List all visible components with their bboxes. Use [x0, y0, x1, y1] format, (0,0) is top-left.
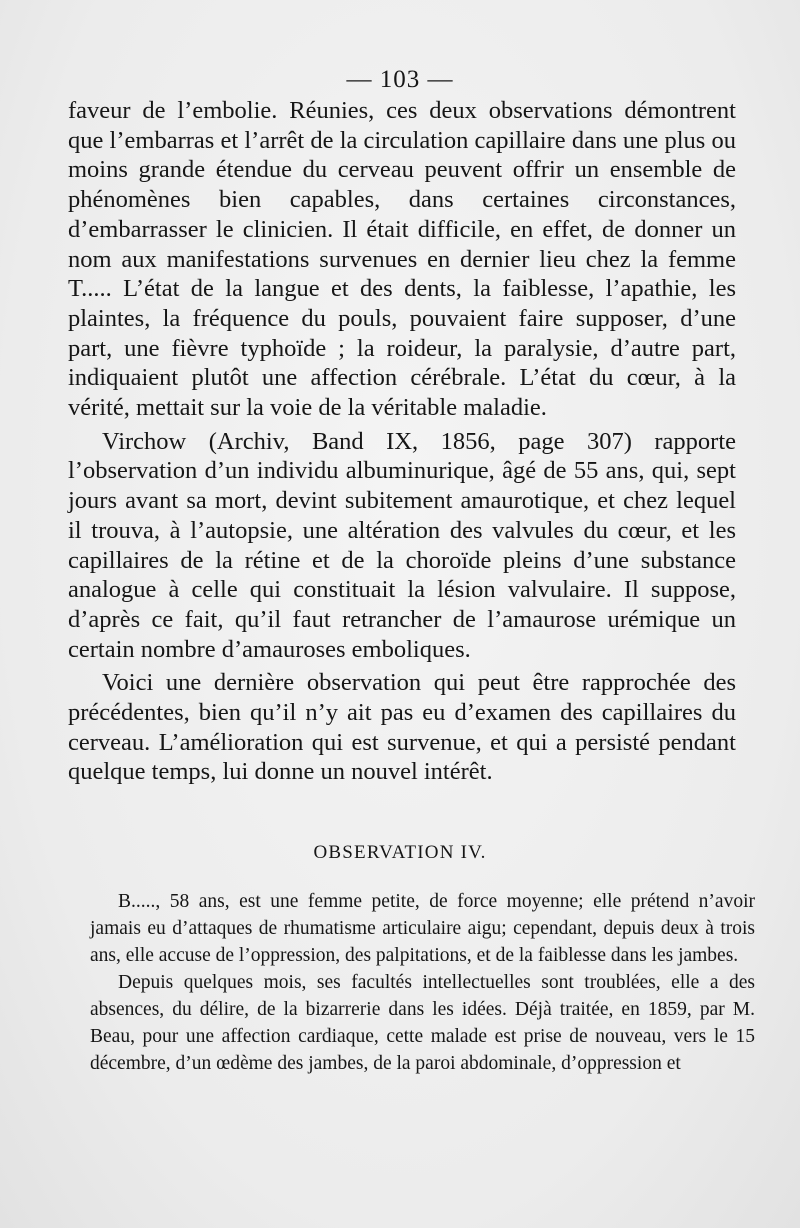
- main-text: [68, 96, 736, 787]
- page-number: — 103 —: [346, 66, 454, 93]
- observation-paragraph: Depuis quelques mois, ses facultés intellectuelles sont troublées, elle a des absences, du délire, de la bizarrerie dans les idées. Déjà traitée, en 1859, par M. Beau, pour une affection cardiaque, cette malade est prise de nouveau, vers le 15 décembre, d’un œdème des jambes, de la paroi abdominale, d’oppression et: [90, 972, 755, 1074]
- paragraph: faveur de l’embolie. Réunies, ces deux observations démontrent que l’embarras et l’arrêt de la circulation capillaire dans une plus ou moins grande étendue du cerveau peuvent offrir un ensemble de phénomènes bien capables, dans certaines circonstances, d’embarrasser le clinicien. Il était difficile, en effet, de donner un nom aux manifestations survenues en dernier lieu chez la femme T..... L’état de la langue et des dents, la faiblesse, l’apathie, les plaintes, la fréquence du pouls, pouvaient faire supposer, d’une part, une fièvre typhoïde ; la roideur, la paralysie, d’autre part, indiquaient plutôt une affection cérébrale. L’état du cœur, à la vérité, mettait sur la voie de la véritable maladie.: [68, 97, 736, 422]
- observation-text: [90, 888, 755, 1077]
- observation-paragraph: B....., 58 ans, est une femme petite, de force moyenne; elle prétend n’avoir jamais eu d’attaques de rhumatisme articulaire aigu; cependant, depuis deux à trois ans, elle accuse de l’oppression, des palpitations, et de la faiblesse dans les jambes.: [90, 891, 755, 966]
- paragraph: Virchow (Archiv, Band IX, 1856, page 307) rapporte l’observation d’un individu albuminurique, âgé de 55 ans, qui, sept jours avant sa mort, devint subitement amaurotique, et chez lequel il trouva, à l’autopsie, une altération des valvules du cœur, et les capillaires de la rétine et de la choroïde pleins d’une substance analogue à celle qui constituait la lésion valvulaire. Il suppose, d’après ce fait, qu’il faut retrancher de l’amaurose urémique un certain nombre d’amauroses emboliques.: [68, 427, 736, 663]
- paragraph: Voici une dernière observation qui peut être rapprochée des précédentes, bien qu’il n’y ait pas eu d’examen des capillaires du cerveau. L’amélioration qui est survenue, et qui a persisté pendant quelque temps, lui donne un nouvel intérêt.: [68, 669, 736, 786]
- observation-heading: OBSERVATION IV.: [313, 842, 487, 863]
